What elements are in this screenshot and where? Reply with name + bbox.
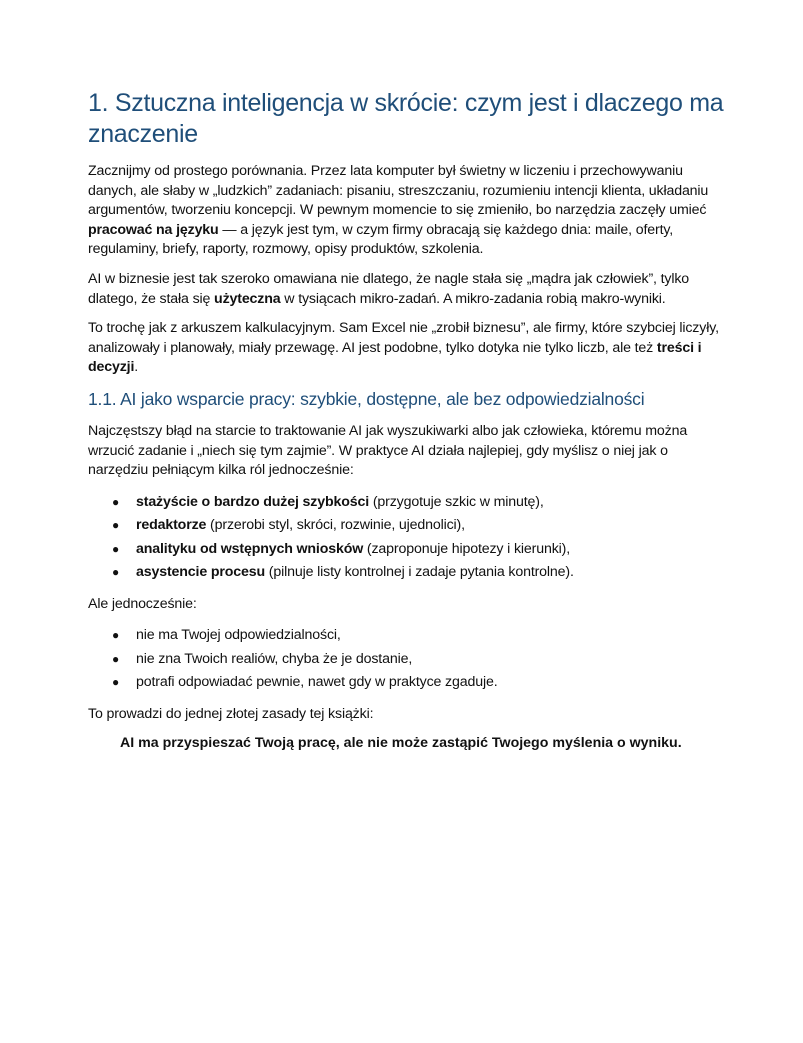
text-span: — a język jest tym, w czym firmy obracają się każdego dnia: maile, oferty, regulaminy, briefy, raporty, rozmowy, opisy produktów, szkolenia. <box>88 221 674 258</box>
list-item <box>112 538 728 562</box>
ai-business-paragraph <box>88 270 728 309</box>
common-mistake-paragraph: Najczęstszy błąd na starcie to traktowanie AI jak wyszukiwarki albo jak człowieka, któremu można wrzucić zadanie i „niech się tym zajmie”. W praktyce AI działa najlepiej, gdy myślisz o niej jak o narzędziu pełniącym kilka ról jednocześnie: <box>88 422 688 479</box>
text-span: (przerobi styl, skróci, rozwinie, ujednolici), <box>206 517 465 534</box>
bullet-icon: ● <box>112 565 120 580</box>
list-item <box>112 491 728 515</box>
bold-phrase: redaktorze <box>136 517 207 534</box>
bold-phrase: analityku od wstępnych wniosków <box>136 540 364 557</box>
chapter-heading: 1. Sztuczna inteligencja w skrócie: czym jest i dlaczego ma znaczenie <box>88 89 724 148</box>
document-page <box>88 88 728 754</box>
list-item <box>112 648 728 672</box>
intro-paragraph <box>88 162 728 260</box>
text-span: Zacznijmy od prostego porównania. Przez lata komputer był świetny w liczeniu i przechowywaniu danych, ale słaby w „ludzkich” zadaniach: pisaniu, streszczaniu, rozumieniu intencji klienta, układaniu argumentów, tworzeniu koncepcji. W pewnym momencie to się zmieniło, bo narzędzia zaczęły umieć <box>88 163 709 219</box>
bold-phrase: treści i decyzji <box>88 339 702 376</box>
text-span: (zaproponuje hipotezy i kierunki), <box>363 540 571 557</box>
golden-rule-quote: AI ma przyspieszać Twoją pracę, ale nie może zastąpić Twojego myślenia o wyniku. <box>120 735 682 752</box>
golden-rule-intro: To prowadzi do jednej złotej zasady tej książki: <box>88 705 374 722</box>
text-span: potrafi odpowiadać pewnie, nawet gdy w praktyce zgaduje. <box>136 674 498 691</box>
limits-list <box>88 624 728 695</box>
bullet-icon: ● <box>112 675 120 690</box>
list-item <box>112 671 728 695</box>
text-span: (pilnuje listy kontrolnej i zadaje pytania kontrolne). <box>265 564 574 581</box>
list-item <box>112 624 728 648</box>
text-span: nie zna Twoich realiów, chyba że je dostanie, <box>136 650 413 667</box>
text-span: . <box>134 359 139 376</box>
bold-phrase: stażyście o bardzo dużej szybkości <box>136 493 370 510</box>
however-paragraph: Ale jednocześnie: <box>88 595 197 612</box>
bullet-icon: ● <box>112 541 120 556</box>
text-span: AI w biznesie jest tak szeroko omawiana nie dlatego, że nagle stała się „mądra jak człowiek”, tylko dlatego, że stała się <box>88 270 690 307</box>
roles-list <box>88 491 728 585</box>
bullet-icon: ● <box>112 518 120 533</box>
section-heading: 1.1. AI jako wsparcie pracy: szybkie, dostępne, ale bez odpowiedzialności <box>88 388 645 409</box>
list-item <box>112 514 728 538</box>
bullet-icon: ● <box>112 494 120 509</box>
bold-phrase: pracować na języku <box>88 221 219 238</box>
bold-phrase: asystencie procesu <box>136 564 265 581</box>
text-span: nie ma Twojej odpowiedzialności, <box>136 627 341 644</box>
text-span: To trochę jak z arkuszem kalkulacyjnym. Sam Excel nie „zrobił biznesu”, ale firmy, które szybciej liczyły, analizowały i planowały, miały przewagę. AI jest podobne, tylko dotyka nie tylko liczb, ale też <box>88 320 719 356</box>
list-item <box>112 561 728 585</box>
text-span: (przygotuje szkic w minutę), <box>369 493 544 510</box>
bullet-icon: ● <box>112 651 120 666</box>
bullet-icon: ● <box>112 628 120 643</box>
text-span: w tysiącach mikro-zadań. A mikro-zadania robią makro-wyniki. <box>280 290 666 307</box>
excel-analogy-paragraph <box>88 319 728 378</box>
bold-phrase: użyteczna <box>214 290 281 307</box>
